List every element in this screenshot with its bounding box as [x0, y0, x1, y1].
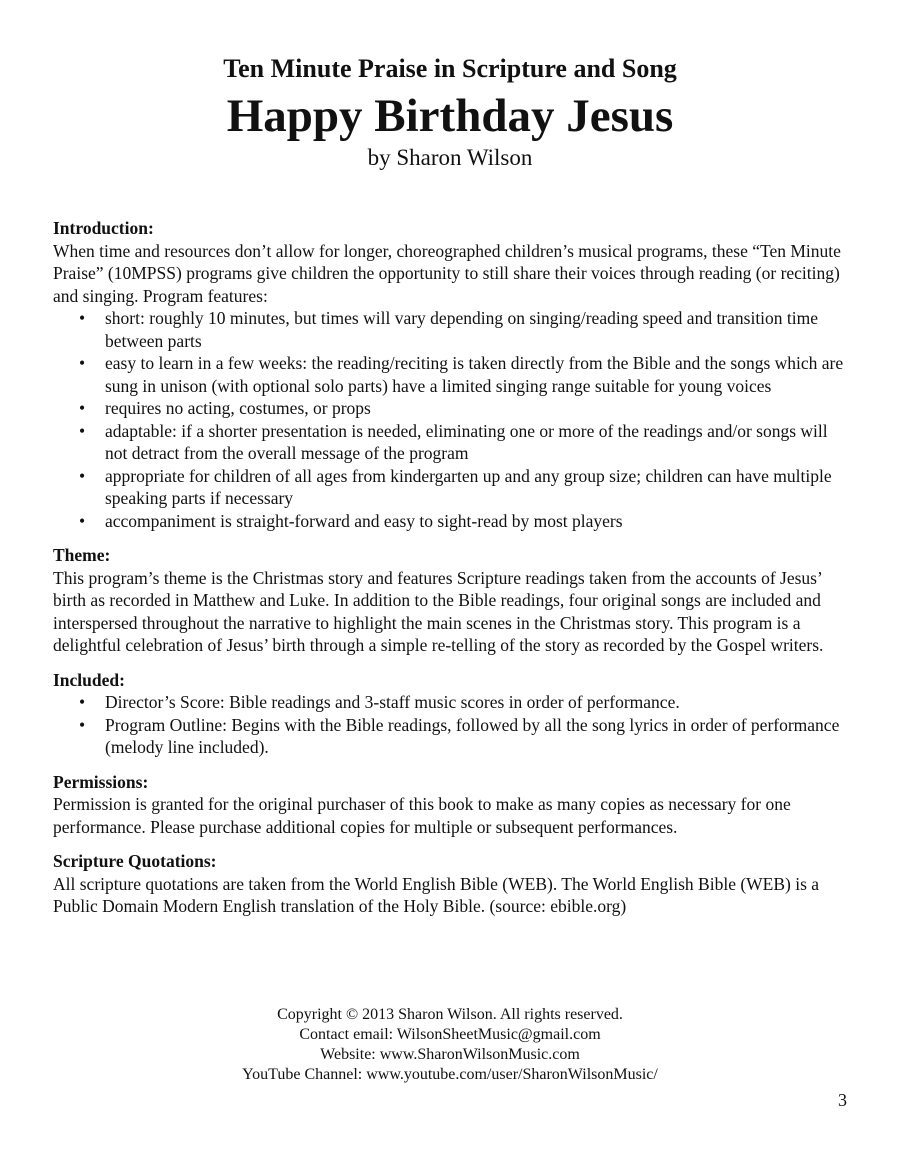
list-item	[79, 465, 853, 510]
permissions-text: Permission is granted for the original purchaser of this book to make as many copies as necessary for one performance. Please purchase additional copies for multiple or subsequent performances.	[53, 794, 791, 837]
list-item	[79, 420, 853, 465]
included-section	[53, 669, 853, 759]
theme-text: This program’s theme is the Christmas story and features Scripture readings taken from the accounts of Jesus’ birth as recorded in Matthew and Luke. In addition to the Bible readings, four original songs are included and interspersed throughout the narrative to highlight the main scenes in the Christmas story. This program is a delightful celebration of Jesus’ birth through a simple re-telling of the story as recorded by the Gospel writers.	[53, 567, 824, 655]
scripture-heading: Scripture Quotations:	[53, 851, 217, 871]
theme-section	[53, 544, 853, 657]
permissions-heading: Permissions:	[53, 771, 149, 792]
scripture-section	[53, 850, 853, 918]
document-body	[53, 217, 853, 930]
list-item-text: accompaniment is straight-forward and easy to sight-read by most players	[105, 510, 623, 531]
youtube-line: YouTube Channel: www.youtube.com/user/SharonWilsonMusic/	[242, 1066, 658, 1083]
author-byline: by Sharon Wilson	[367, 145, 533, 170]
list-item	[79, 352, 853, 397]
list-item	[79, 510, 853, 533]
list-item-text: Director’s Score: Bible readings and 3-staff music scores in order of performance.	[105, 692, 680, 712]
bullet-icon: •	[79, 465, 86, 486]
bullet-icon: •	[79, 420, 86, 441]
list-item-text: requires no acting, costumes, or props	[105, 398, 371, 418]
copyright-line: Copyright © 2013 Sharon Wilson. All rights reserved.	[277, 1006, 623, 1023]
list-item-text: appropriate for children of all ages from kindergarten up and any group size; children can have multiple speaking parts if necessary	[105, 465, 832, 508]
included-heading: Included:	[53, 669, 125, 690]
document-title: Happy Birthday Jesus	[226, 90, 674, 142]
introduction-section	[53, 217, 853, 532]
contact-email: Contact email: WilsonSheetMusic@gmail.com	[299, 1026, 601, 1043]
permissions-section	[53, 771, 853, 839]
introduction-text: When time and resources don’t allow for longer, choreographed children’s musical programs, these “Ten Minute Praise” (10MPSS) programs give children the opportunity to still share their voices through reading (or reciting) and singing. Program features:	[53, 240, 841, 306]
list-item-text: adaptable: if a shorter presentation is needed, eliminating one or more of the readings and/or songs will not detract from the overall message of the program	[105, 420, 828, 463]
bullet-icon: •	[79, 398, 86, 418]
theme-heading: Theme:	[53, 545, 111, 565]
list-item	[79, 691, 853, 714]
bullet-icon: •	[79, 510, 86, 531]
list-item	[79, 307, 853, 352]
list-item-text: short: roughly 10 minutes, but times will vary depending on singing/reading speed and transition time between parts	[105, 308, 819, 351]
list-item-text: Program Outline: Begins with the Bible readings, followed by all the song lyrics in order of performance (melody line included).	[105, 714, 840, 757]
document-subtitle: Ten Minute Praise in Scripture and Song	[223, 54, 677, 83]
bullet-icon: •	[79, 308, 86, 328]
program-features-list	[53, 307, 853, 532]
list-item-text: easy to learn in a few weeks: the reading/reciting is taken directly from the Bible and the songs which are sung in unison (with optional solo parts) have a limited singing range suitable for young voices	[105, 353, 844, 396]
list-item	[79, 714, 853, 759]
copyright-footer	[0, 1005, 900, 1085]
bullet-icon: •	[79, 692, 86, 712]
bullet-icon: •	[79, 353, 86, 373]
introduction-heading: Introduction:	[53, 218, 154, 238]
list-item	[79, 397, 853, 420]
website-line: Website: www.SharonWilsonMusic.com	[320, 1046, 580, 1063]
scripture-text: All scripture quotations are taken from the World English Bible (WEB). The World English Bible (WEB) is a Public Domain Modern English translation of the Holy Bible. (source: ebible.org)	[53, 873, 820, 916]
bullet-icon: •	[79, 714, 86, 735]
title-block	[0, 52, 900, 172]
page-number: 3	[838, 1090, 847, 1110]
included-list	[53, 691, 853, 759]
